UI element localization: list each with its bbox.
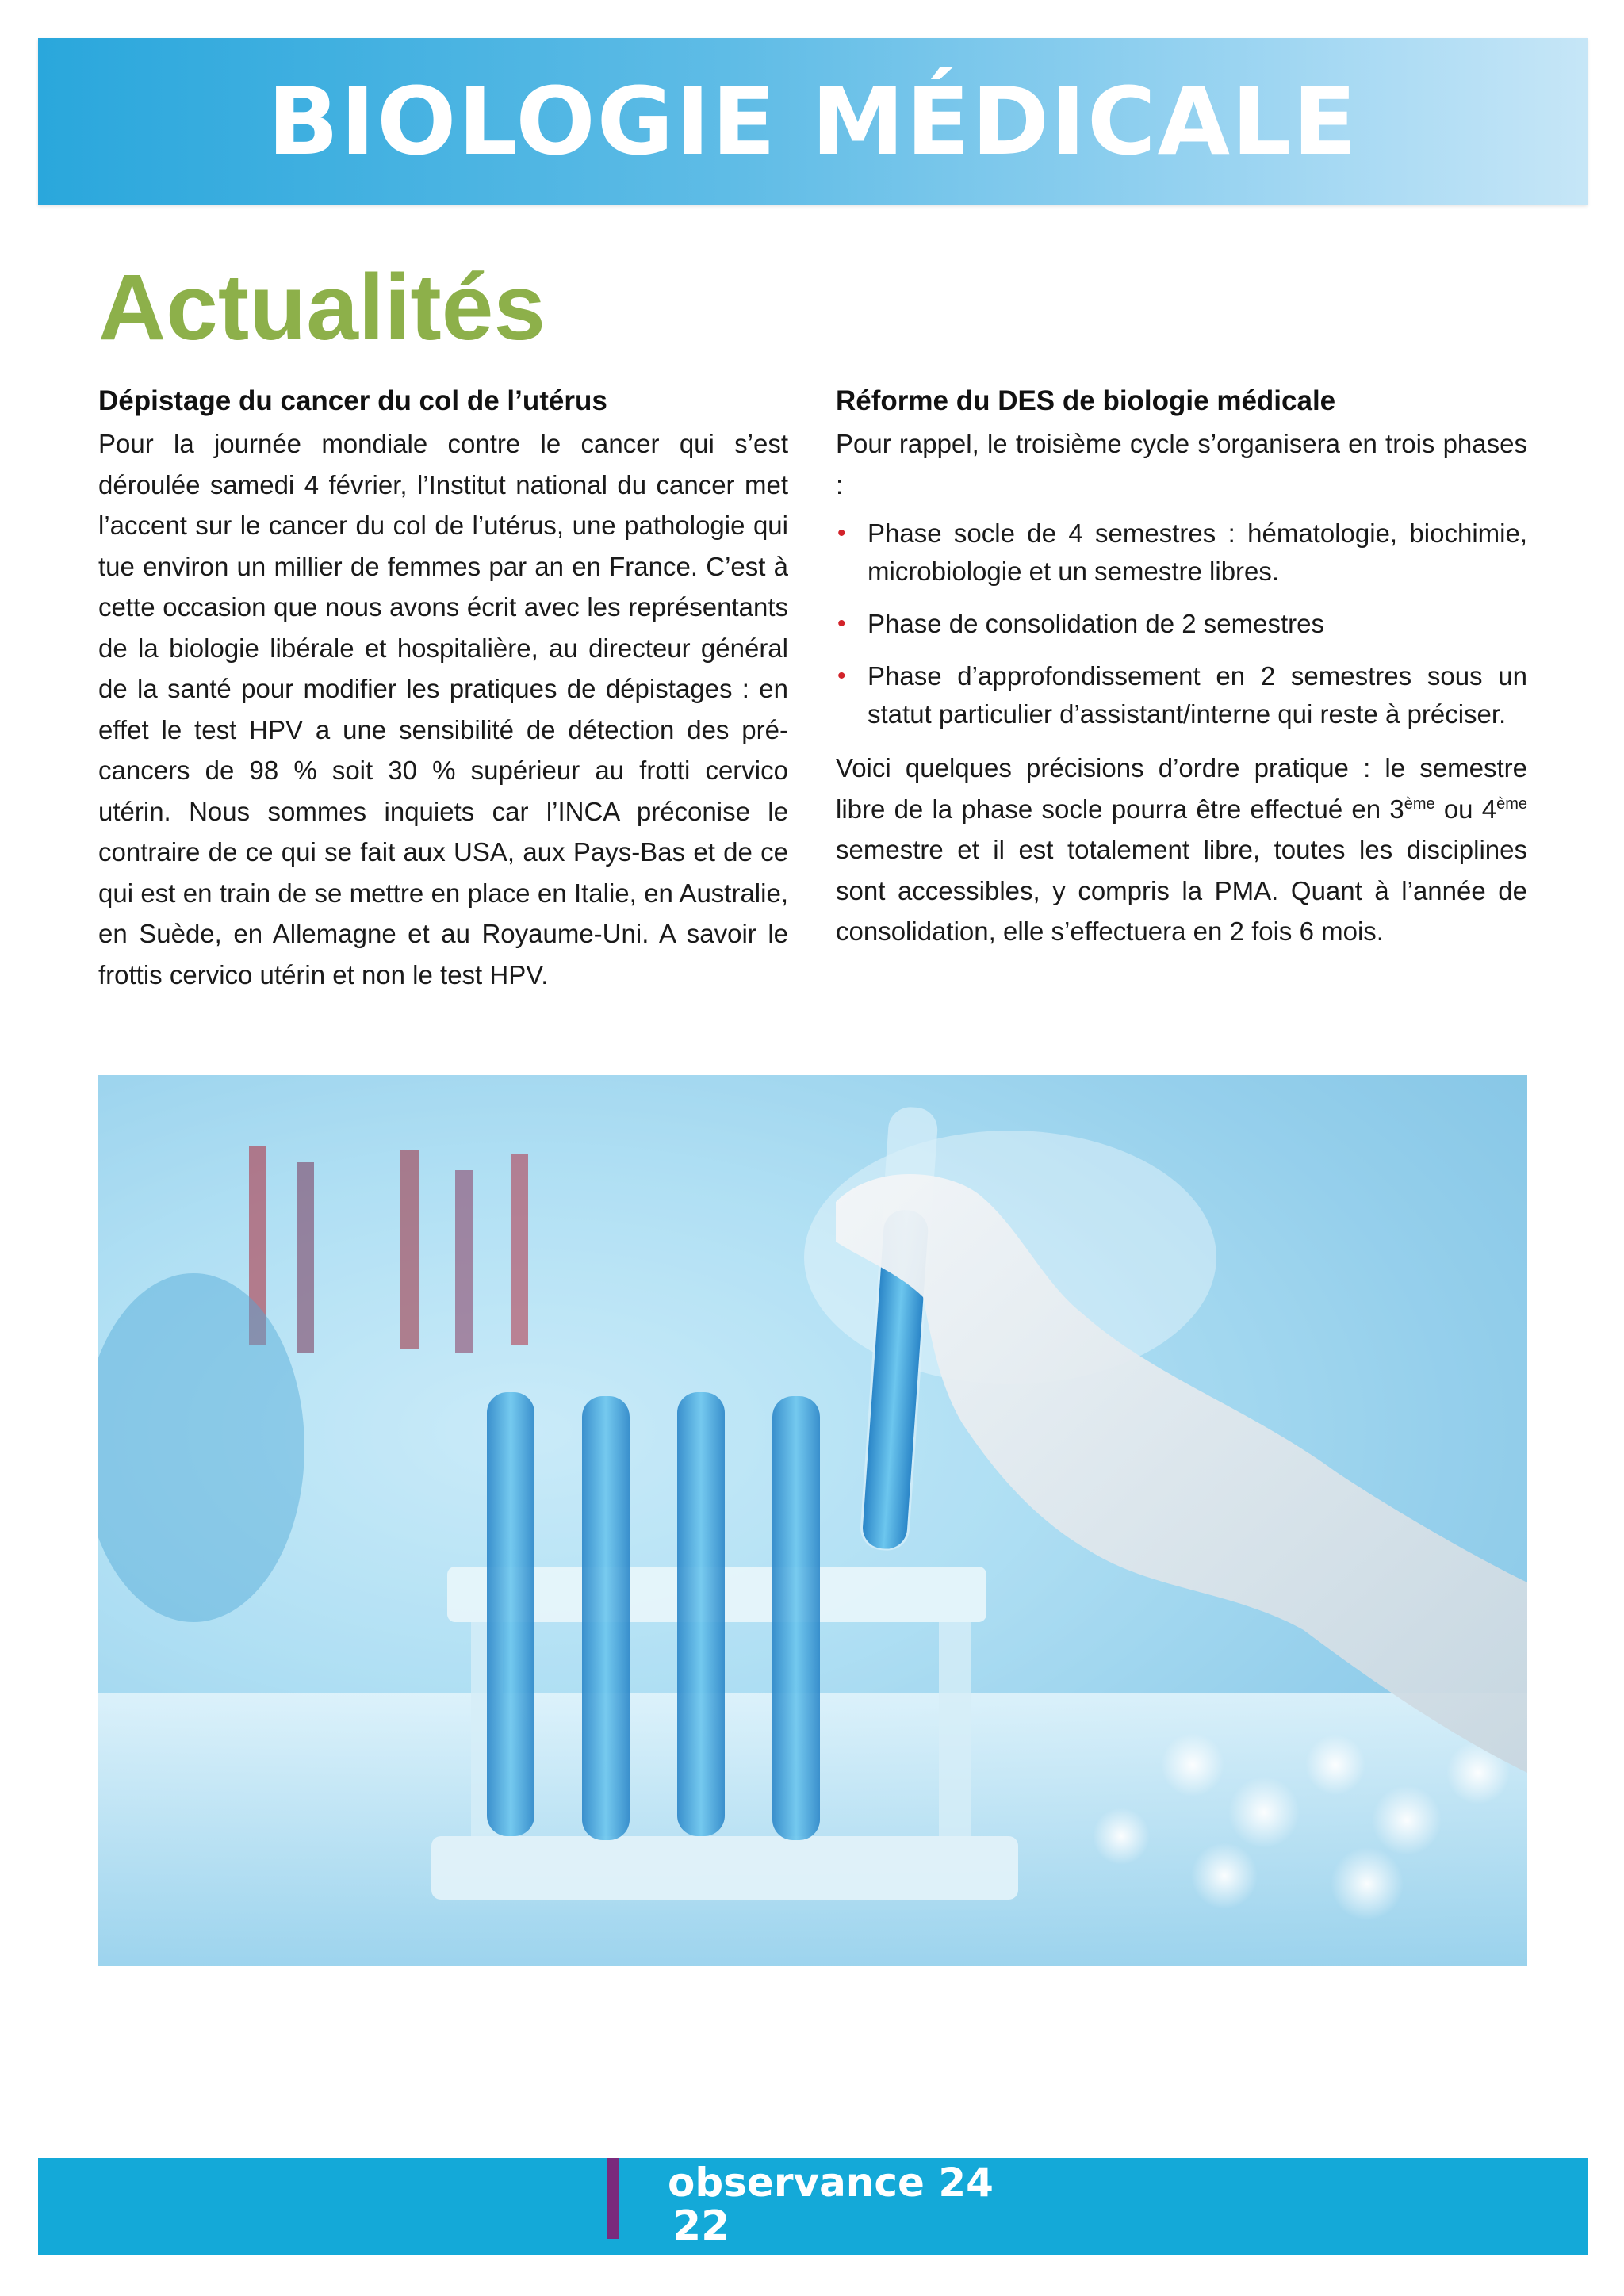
phase-list [836,515,1527,733]
right-article-heading: Réforme du DES de biologie médicale [836,385,1336,416]
right-article-intro: Pour rappel, le troisième cycle s’organisera en trois phases : [836,429,1527,499]
page-number: 22 [672,2202,730,2250]
magazine-section-title: BIOLOGIE MÉDICALE [267,67,1358,176]
ordinal-suffix: ème [1496,794,1527,813]
details-text-3: semestre et il est totalement libre, toutes les disciplines sont accessibles, y compris la PMA. Quant à l’année de consolidation, elle s’effectuera en 2 fois 6 mois. [836,835,1527,946]
list-item [836,515,1527,591]
details-text-1: Voici quelques précisions d’ordre pratique : le semestre libre de la phase socle pourra être effectué en 3 [836,753,1527,824]
left-article [98,382,788,995]
list-item [836,605,1527,643]
left-article-heading: Dépistage du cancer du col de l’utérus [98,385,607,416]
right-article [836,382,1527,952]
list-item [836,657,1527,733]
left-article-body: Pour la journée mondiale contre le cancer qui s’est déroulée samedi 4 février, l’Institut national du cancer met l’accent sur le cancer du col de l’utérus, une pathologie qui tue environ un millier de femmes par an en France. C’est à cette occasion que nous avons écrit avec les représentants de la biologie libérale et hospitalière, au directeur général de la santé pour modifier les pratiques de dépistages : en effet le test HPV a une sensibilité de détection des pré-cancers de 98 % soit 30 % supérieur au frotti cervico utérin. Nous sommes inquiets car l’INCA préconise le contraire de ce qui se fait aux USA, aux Pays-Bas et de ce qui est en train de se mettre en place en Italie, en Australie, en Suède, en Allemagne et au Royaume-Uni. A savoir le frottis cervico utérin et non le test HPV. [98,429,788,989]
right-article-details [836,748,1527,952]
list-item-text: Phase socle de 4 semestres : hématologie, biochimie, microbiologie et un semestre libres. [868,519,1527,586]
section-title: Actualités [98,255,546,360]
footer-accent-bar [607,2158,619,2239]
header-banner [38,38,1588,205]
bullet-icon: • [837,610,846,637]
bullet-icon: • [837,663,846,689]
list-item-text: Phase d’approfondissement en 2 semestres sous un statut particulier d’assistant/interne qui reste à préciser. [868,661,1527,729]
lab-test-tubes-photo [98,1075,1527,1966]
list-item-text: Phase de consolidation de 2 semestres [868,609,1325,638]
publication-name: observance 24 [668,2160,994,2206]
bullet-icon: • [837,520,846,546]
details-text-2: ou 4 [1434,794,1497,824]
lab-photo-illustration [98,1075,1527,1966]
ordinal-suffix: ème [1404,794,1435,813]
